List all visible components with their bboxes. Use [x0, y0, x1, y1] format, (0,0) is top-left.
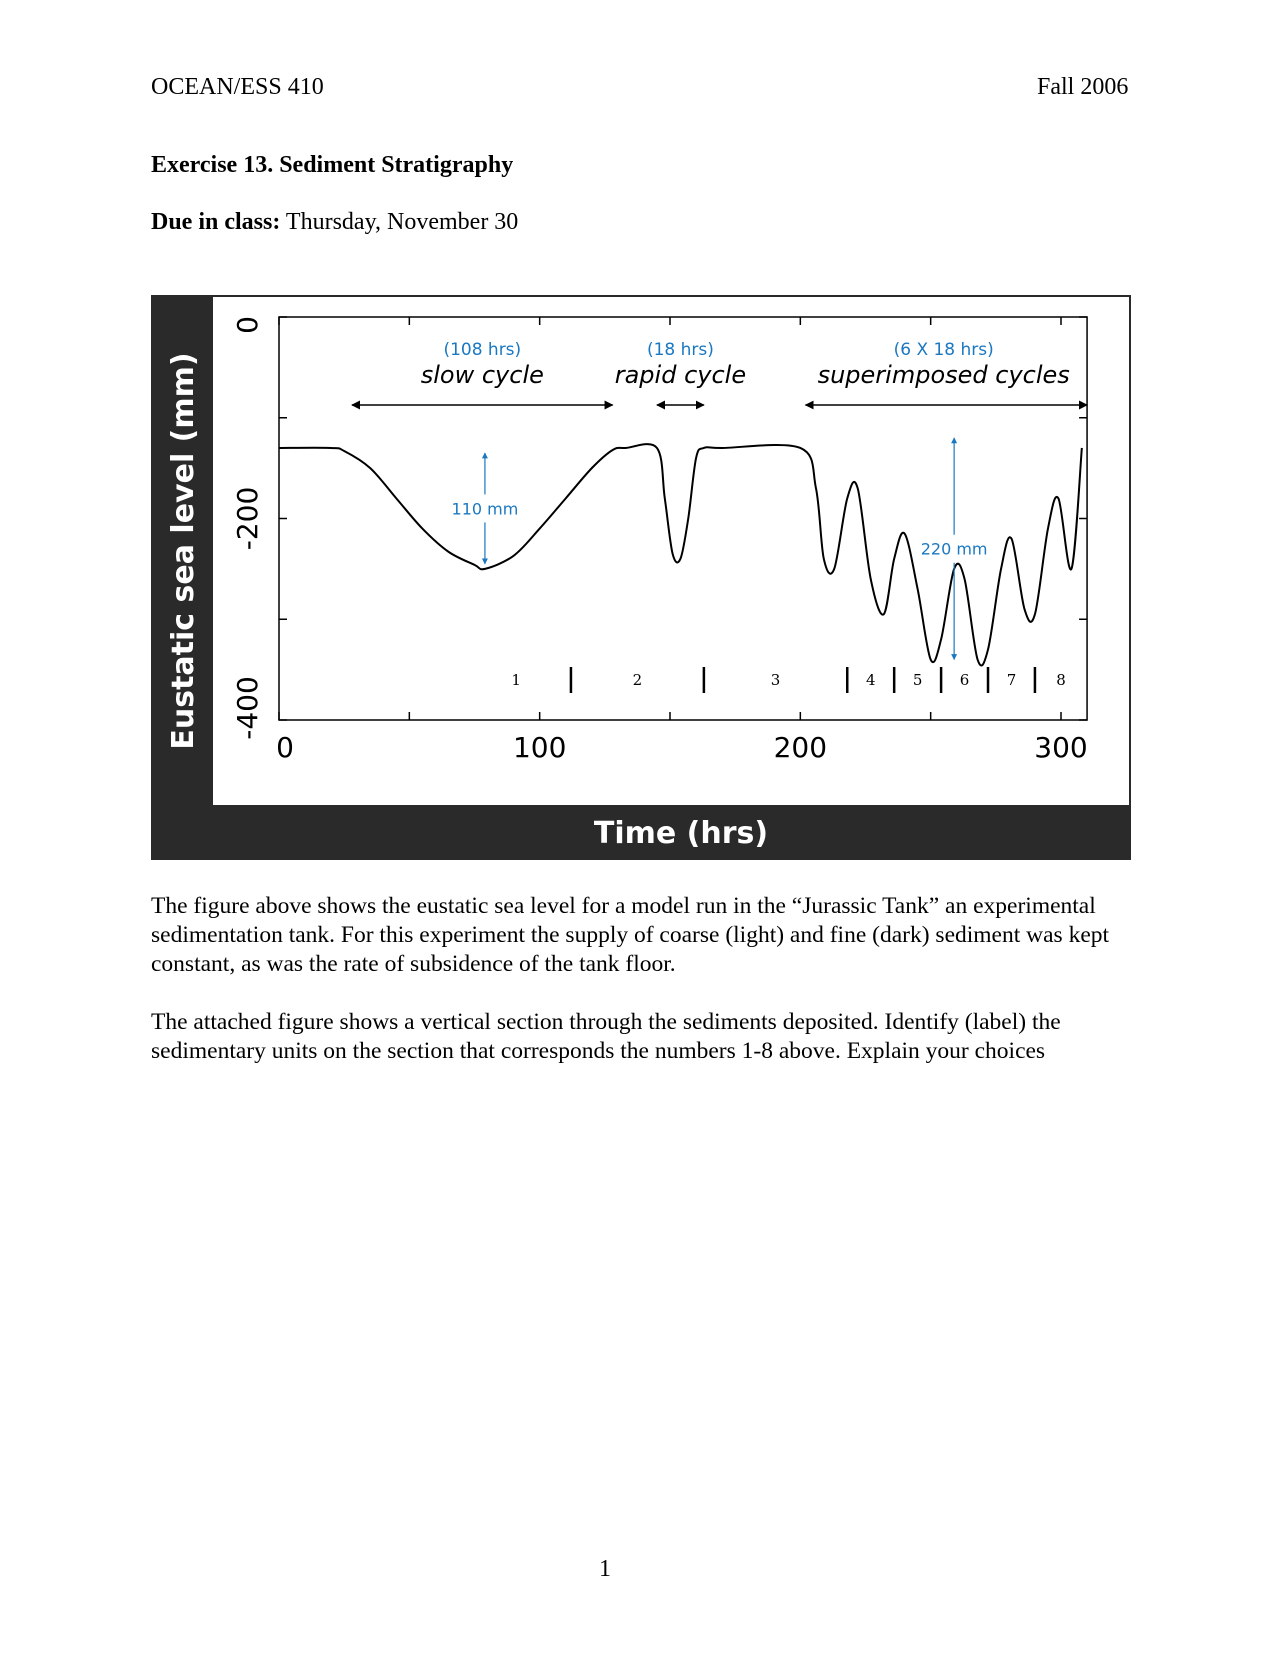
amplitude-label: 220 mm — [920, 539, 988, 559]
cycle-name-label: superimposed cycles — [817, 361, 1070, 389]
unit-number-8: 8 — [1056, 671, 1066, 689]
cycle-period-label: (6 X 18 hrs) — [893, 340, 994, 360]
cycle-name-label: rapid cycle — [614, 361, 747, 389]
x-tick-label: 200 — [773, 731, 828, 764]
x-tick-label: 300 — [1034, 731, 1088, 764]
page-number: 1 — [599, 1556, 611, 1582]
unit-number-4: 4 — [865, 671, 876, 689]
cycle-period-label: (18 hrs) — [646, 340, 714, 360]
course-code: OCEAN/ESS 410 — [151, 74, 324, 100]
x-axis-label: Time (hrs) — [593, 816, 769, 851]
unit-number-2: 2 — [632, 671, 643, 689]
y-tick-label: -400 — [231, 676, 264, 740]
unit-number-6: 6 — [959, 671, 970, 689]
unit-number-1: 1 — [511, 671, 521, 689]
unit-number-5: 5 — [912, 671, 923, 689]
sea-level-chart — [151, 295, 1131, 860]
x-tick-label: 0 — [276, 731, 294, 764]
cycle-period-label: (108 hrs) — [443, 340, 522, 360]
due-label: Due in class: — [151, 209, 281, 235]
paragraph-instructions: The attached figure shows a vertical section through the sediments deposited. Identify (label) the sedimentary units on the section that corresponds the numbers 1-8 above. Explain your choices — [151, 1009, 1061, 1064]
exercise-title: Exercise 13. Sediment Stratigraphy — [151, 152, 514, 178]
x-tick-label: 100 — [512, 731, 567, 764]
term: Fall 2006 — [1037, 74, 1129, 100]
unit-number-7: 7 — [1006, 671, 1017, 689]
due-value: Thursday, November 30 — [285, 209, 519, 235]
amplitude-label: 110 mm — [451, 499, 519, 519]
y-tick-label: -200 — [231, 486, 264, 551]
y-tick-label: 0 — [231, 316, 264, 334]
sea-level-figure — [151, 295, 1131, 860]
y-axis-label: Eustatic sea level (mm) — [166, 352, 201, 750]
paragraph-description: The figure above shows the eustatic sea level for a model run in the “Jurassic Tank” an experimental sedimentation tank. For this experiment the supply of coarse (light) and fine (dark) sediment was kept constant, as was the rate of subsidence of the tank floor. — [151, 893, 1110, 977]
due-date — [151, 209, 518, 236]
unit-number-3: 3 — [770, 671, 781, 689]
cycle-name-label: slow cycle — [420, 361, 544, 389]
